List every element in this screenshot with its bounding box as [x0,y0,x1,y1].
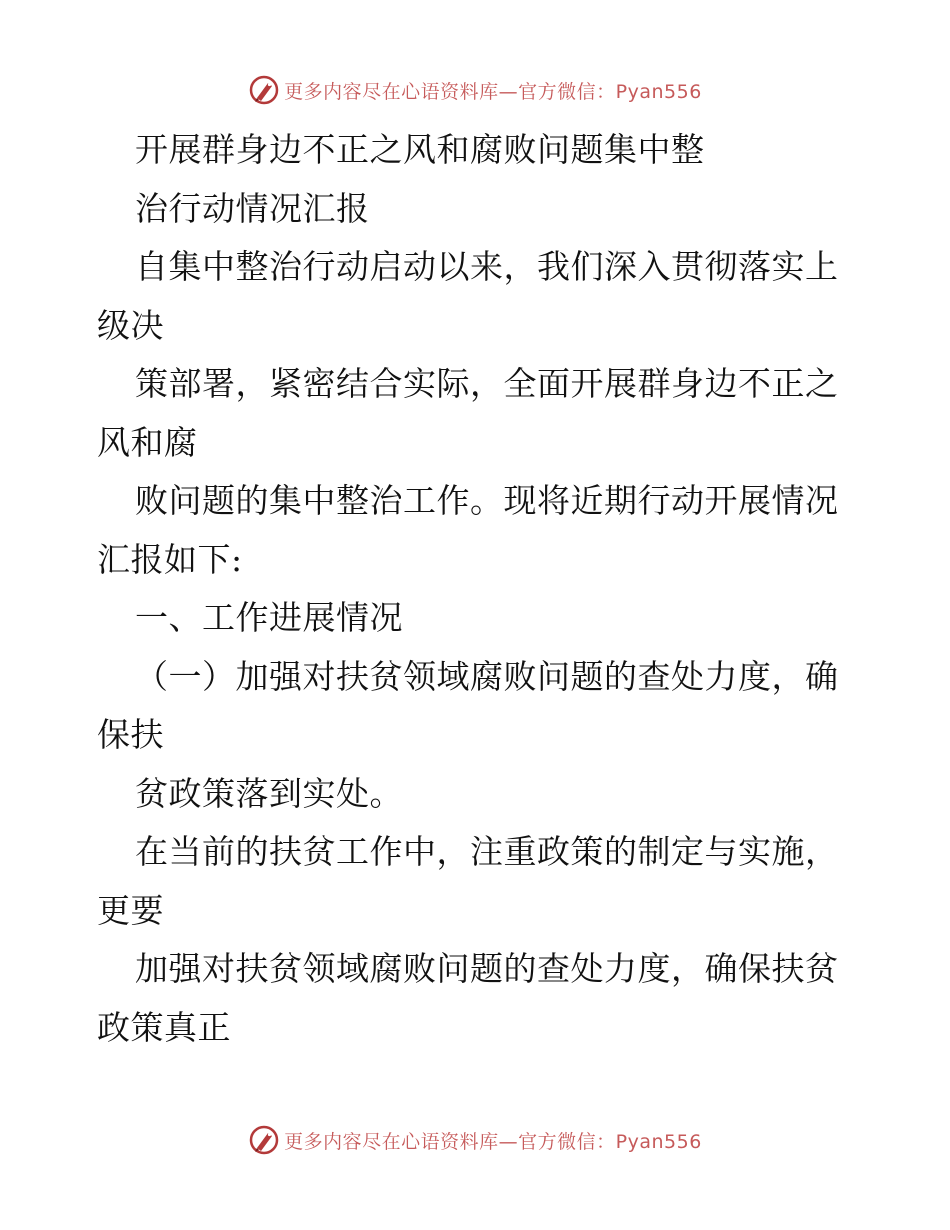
paragraph-line: 贫政策落到实处。 [135,773,403,813]
paragraph-line: 风和腐 [97,422,198,462]
paragraph-line: 自集中整治行动启动以来，我们深入贯彻落实上 [135,247,839,286]
paragraph-line: 败问题的集中整治工作。现将近期行动开展情况 [135,481,839,520]
pen-logo-icon [248,74,280,106]
section-heading: 一、工作进展情况 [135,598,403,637]
paragraph-line: 政策真正 [97,1007,231,1047]
paragraph-line: 级决 [97,305,164,345]
paragraph-line: 更要 [97,890,164,930]
header-watermark [0,70,950,110]
title-line-1: 开展群身边不正之风和腐败问题集中整 [135,130,705,169]
footer-watermark [0,1120,950,1160]
paragraph-line: 汇报如下: [97,539,243,579]
footer-watermark-text: 更多内容尽在心语资料库—官方微信：Pyan556 [284,1130,702,1153]
subsection-heading: （一）加强对扶贫领域腐败问题的查处力度，确 [135,656,839,696]
subsection-heading-continued: 保扶 [97,715,164,754]
paragraph-line: 在当前的扶贫工作中，注重政策的制定与实施， [135,832,839,871]
paragraph-line: 加强对扶贫领域腐败问题的查处力度，确保扶贫 [135,949,839,988]
pen-logo-icon [248,1124,280,1156]
document-body [97,121,867,1057]
title-line-2: 治行动情况汇报 [135,188,370,228]
header-watermark-text: 更多内容尽在心语资料库—官方微信：Pyan556 [284,80,702,103]
paragraph-line: 策部署，紧密结合实际，全面开展群身边不正之 [135,364,839,403]
